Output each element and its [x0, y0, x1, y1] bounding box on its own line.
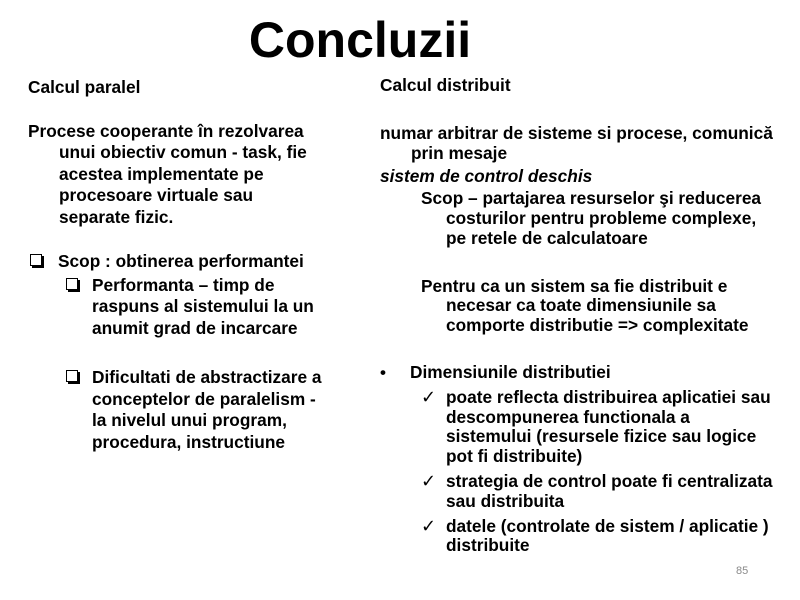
right-scop: Scop – partajarea resurselor şi reducerea costurilor pentru probleme complexe, pe retele de calculatoare	[421, 188, 762, 248]
dim-item-text: poate reflecta distribuirea aplicatiei sau descompunerea functionala a sistemului (resursele fizice sau logice pot fi distribuite)	[446, 386, 771, 467]
right-italic-line: sistem de control deschis	[380, 166, 593, 187]
left-scop-text: Scop : obtinerea performantei	[58, 251, 304, 271]
checkmark-icon: ✓	[421, 386, 437, 407]
left-sub-item	[64, 275, 328, 340]
left-heading: Calcul paralel	[28, 77, 141, 97]
left-sub2-text: Dificultati de abstractizare a conceptelor de paralelism - la nivelul unui program, procedura, instructiune	[92, 367, 322, 452]
left-sub-item	[64, 367, 328, 453]
checklist-item	[421, 472, 780, 512]
right-column	[380, 75, 780, 556]
dim-item-text: datele (controlate de sistem / aplicatie ) distribuite	[446, 515, 769, 556]
dim-item-text: strategia de control poate fi centralizata sau distribuita	[446, 470, 773, 511]
left-scop-item	[28, 251, 328, 273]
square-bullet-icon	[66, 278, 78, 290]
checkmark-icon: ✓	[421, 470, 437, 491]
left-sub1-text: Performanta – timp de raspuns al sistemului la un anumit grad de incarcare	[92, 274, 314, 338]
left-column	[28, 75, 328, 453]
page-number: 85	[736, 565, 749, 577]
checkmark-icon: ✓	[421, 515, 437, 536]
right-dim-item	[380, 363, 780, 383]
checklist-item	[421, 517, 780, 557]
right-dim-heading: Dimensiunile distributiei	[410, 361, 611, 382]
slide-title: Concluzii	[248, 12, 472, 68]
right-para1: numar arbitrar de sisteme si procese, comunică prin mesaje	[380, 122, 773, 163]
checklist-item	[421, 388, 780, 467]
left-intro: Procese cooperante în rezolvarea unui obiectiv comun - task, fie acestea implementate pe procesoare virtuale sau separate fizic.	[28, 120, 307, 227]
square-bullet-icon	[30, 254, 42, 266]
square-bullet-icon	[66, 370, 78, 382]
dot-bullet-icon: •	[380, 362, 386, 382]
right-pentru: Pentru ca un sistem sa fie distribuit e necesar ca toate dimensiunile sa comporte distributie => complexitate	[421, 275, 749, 336]
right-heading: Calcul distribuit	[380, 75, 511, 95]
